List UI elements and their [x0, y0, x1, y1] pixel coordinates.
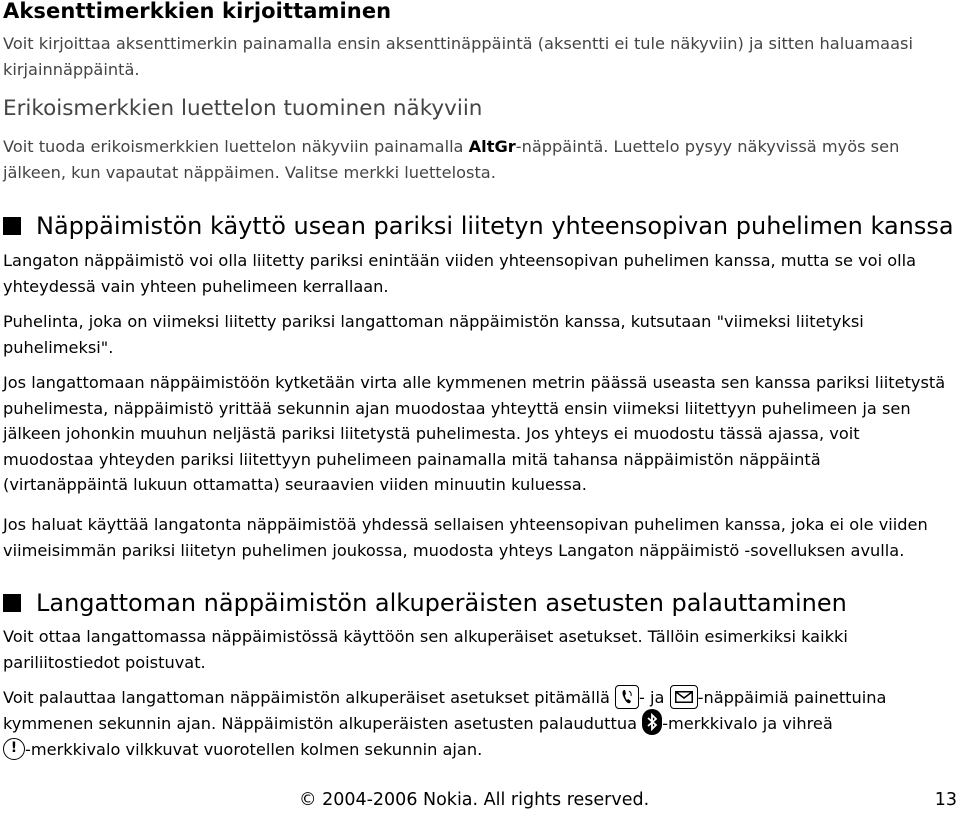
square-bullet-icon	[3, 217, 21, 235]
section-title-text: Langattoman näppäimistön alkuperäisten asetusten palauttaminen	[36, 589, 847, 617]
paragraph-multi-phone-1: Langaton näppäimistö voi olla liitetty pariksi enintään viiden yhteensopivan puhelimen kanssa, mutta se voi olla yhteydessä vain yhteen puhelimeen kerrallaan.	[3, 251, 917, 296]
body-text-part: Voit tuoda erikoismerkkien luettelon näkyviin painamalla	[3, 137, 469, 156]
body-text-part: Voit palauttaa langattoman näppäimistön alkuperäiset asetukset pitämällä	[3, 688, 616, 707]
section-title-text: Näppäimistön käyttö usean pariksi liitetyn yhteensopivan puhelimen kanssa	[36, 212, 954, 240]
paragraph-reset-2	[3, 685, 948, 763]
body-text-part: -merkkivalo ja vihreä	[662, 713, 833, 733]
section-title-accents: Aksenttimerkkien kirjoittaminen	[3, 0, 392, 23]
section-title-multi-phone	[3, 212, 954, 240]
section-title-special-chars: Erikoismerkkien luettelon tuominen näkyviin	[3, 96, 483, 121]
phone-key-icon	[615, 685, 639, 709]
body-text-part: -näppäintä. Luettelo pysyy näkyvissä myös sen jälkeen, kun vapautat näppäimen. Valitse merkki luettelosta.	[3, 137, 900, 182]
square-bullet-icon	[3, 594, 21, 612]
bluetooth-icon	[642, 709, 662, 735]
paragraph-multi-phone-2: Puhelinta, joka on viimeksi liitetty pariksi langattoman näppäimistön kanssa, kutsutaan "viimeksi liitetyksi puhelimeksi".	[3, 312, 864, 357]
paragraph-reset-1: Voit ottaa langattomassa näppäimistössä käyttöön sen alkuperäiset asetukset. Tällöin esimerkiksi kaikki pariliitostiedot poistuvat.	[3, 627, 848, 672]
page-number: 13	[934, 790, 957, 810]
section-body-special-chars	[3, 134, 948, 185]
body-text-part: -näppäimiä painettuina kymmenen sekunnin ajan. Näppäimistön alkuperäisten asetusten palauduttua	[3, 688, 887, 733]
body-text-part: - ja	[639, 688, 670, 707]
warning-icon: !	[3, 738, 25, 760]
altgr-key-label: AltGr	[468, 137, 516, 156]
paragraph-multi-phone-4: Jos haluat käyttää langatonta näppäimistöä yhdessä sellaisen yhteensopivan puhelimen kanssa, joka ei ole viiden viimeisimmän pariksi liitetyn puhelimen joukossa, muodosta yhteys Langaton näppäimistö -sovelluksen avulla.	[3, 515, 928, 560]
body-text-part: -merkkivalo vilkkuvat vuorotellen kolmen sekunnin ajan.	[25, 740, 483, 759]
section-title-reset	[3, 589, 847, 617]
section-body-accents: Voit kirjoittaa aksenttimerkin painamalla ensin aksenttinäppäintä (aksentti ei tule näkyviin) ja sitten haluamaasi kirjainnäppäintä.	[3, 34, 913, 79]
message-key-icon	[670, 685, 698, 709]
copyright-text: © 2004-2006 Nokia. All rights reserved.	[299, 790, 650, 810]
paragraph-multi-phone-3: Jos langattomaan näppäimistöön kytketään virta alle kymmenen metrin päässä useasta sen kanssa pariksi liitetystä puhelimesta, näppäimistö yrittää sekunnin ajan muodostaa yhteyttä ensin viimeksi liitettyyn puhelimeen ja sen jälkeen johonkin muuhun neljästä pariksi liitetystä puhelimesta. Jos yhteys ei muodostu tässä ajassa, voit muodostaa yhteyden pariksi liitettyyn puhelimeen painamalla mitä tahansa näppäimistön näppäintä (virtanäppäintä lukuun ottamatta) seuraavien viiden minuutin kuluessa.	[3, 373, 946, 494]
page-footer	[0, 790, 960, 814]
